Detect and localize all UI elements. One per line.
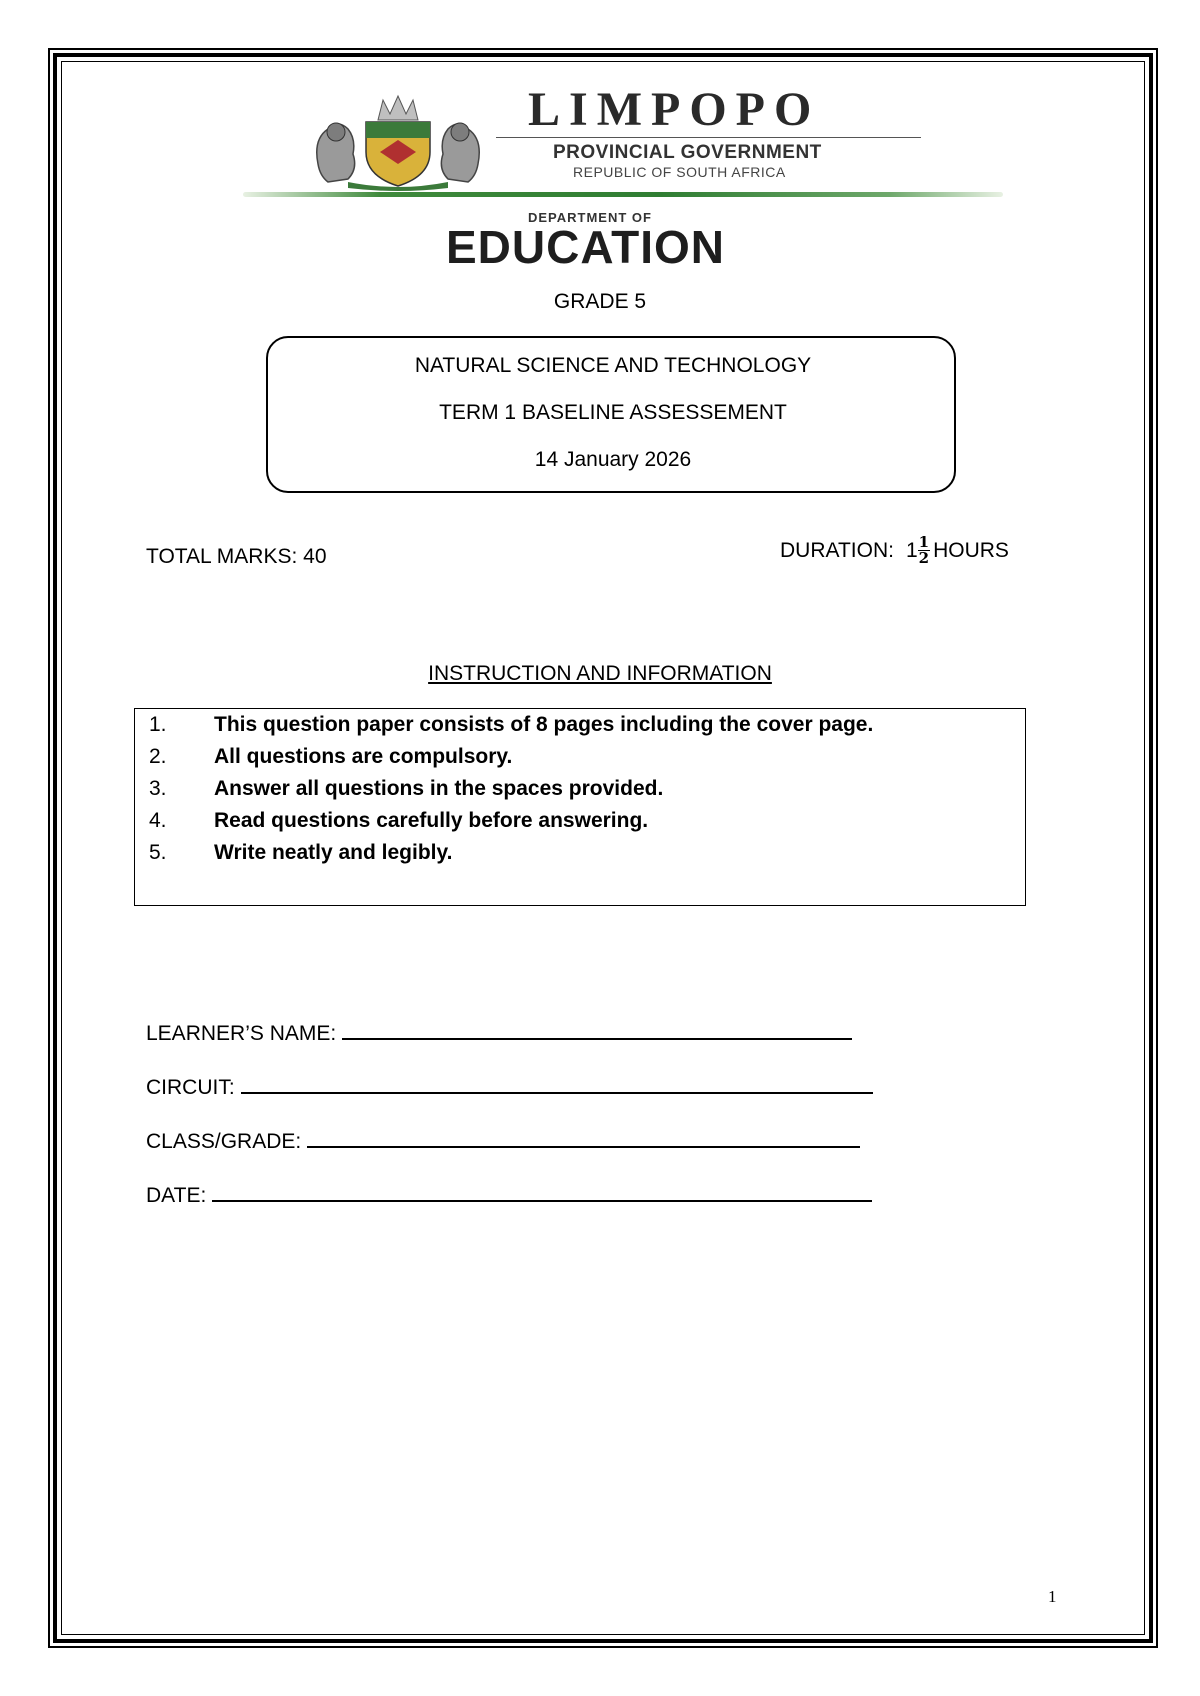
- date-line[interactable]: [212, 1180, 872, 1202]
- assessment-title: TERM 1 BASELINE ASSESSEMENT: [439, 401, 787, 424]
- page-number: 1: [1048, 1587, 1057, 1606]
- circuit-field: [146, 1072, 873, 1100]
- duration-whole: 1: [905, 538, 918, 562]
- logo-provincial-government: PROVINCIAL GOVERNMENT: [553, 142, 822, 163]
- list-item: [149, 809, 648, 833]
- fraction-numerator: 1: [918, 533, 930, 551]
- list-item-text: All questions are compulsory.: [214, 745, 513, 768]
- list-item: [149, 713, 873, 737]
- logo-republic: REPUBLIC OF SOUTH AFRICA: [573, 164, 786, 180]
- instructions-heading: INSTRUCTION AND INFORMATION: [428, 662, 772, 685]
- limpopo-education-logo: [228, 82, 1006, 272]
- fraction-denominator: 2: [918, 549, 930, 567]
- list-item-text: Write neatly and legibly.: [214, 841, 453, 864]
- duration: [780, 535, 1009, 566]
- assessment-date: 14 January 2026: [534, 448, 692, 471]
- list-item-text: This question paper consists of 8 pages including the cover page.: [214, 713, 874, 736]
- learner-name-field: [146, 1018, 852, 1046]
- circuit-label: CIRCUIT:: [146, 1076, 235, 1099]
- logo-department-of: DEPARTMENT OF: [528, 210, 652, 225]
- list-item-text: Read questions carefully before answering.: [214, 809, 649, 832]
- list-item-number: 3.: [149, 777, 167, 800]
- list-item-number: 1.: [149, 713, 167, 736]
- list-item: [149, 841, 452, 865]
- list-item-number: 2.: [149, 745, 167, 768]
- list-item: [149, 777, 663, 801]
- list-item-number: 4.: [149, 809, 167, 832]
- learner-name-label: LEARNER’S NAME:: [146, 1022, 337, 1045]
- list-item-number: 5.: [149, 841, 167, 864]
- duration-fraction: [918, 535, 930, 566]
- list-item: [149, 745, 512, 769]
- logo-education: EDUCATION: [446, 221, 726, 273]
- learner-name-line[interactable]: [342, 1018, 852, 1040]
- circuit-line[interactable]: [241, 1072, 873, 1094]
- coat-of-arms-icon: [308, 94, 488, 192]
- logo-limpopo: LIMPOPO: [528, 83, 821, 136]
- instructions-box: [134, 708, 1026, 906]
- class-grade-field: [146, 1126, 860, 1154]
- list-item-text: Answer all questions in the spaces provided.: [214, 777, 664, 800]
- class-grade-label: CLASS/GRADE:: [146, 1130, 302, 1153]
- logo-green-rule: [243, 192, 1003, 197]
- title-box: [266, 336, 956, 493]
- logo-rule: [496, 137, 921, 138]
- subject-title: NATURAL SCIENCE AND TECHNOLOGY: [414, 354, 812, 377]
- date-field: [146, 1180, 872, 1208]
- duration-label: DURATION:: [780, 538, 894, 562]
- class-grade-line[interactable]: [307, 1126, 860, 1148]
- grade-heading: GRADE 5: [553, 290, 647, 313]
- date-label: DATE:: [146, 1184, 207, 1207]
- total-marks: TOTAL MARKS: 40: [146, 545, 327, 568]
- duration-unit: HOURS: [933, 538, 1009, 562]
